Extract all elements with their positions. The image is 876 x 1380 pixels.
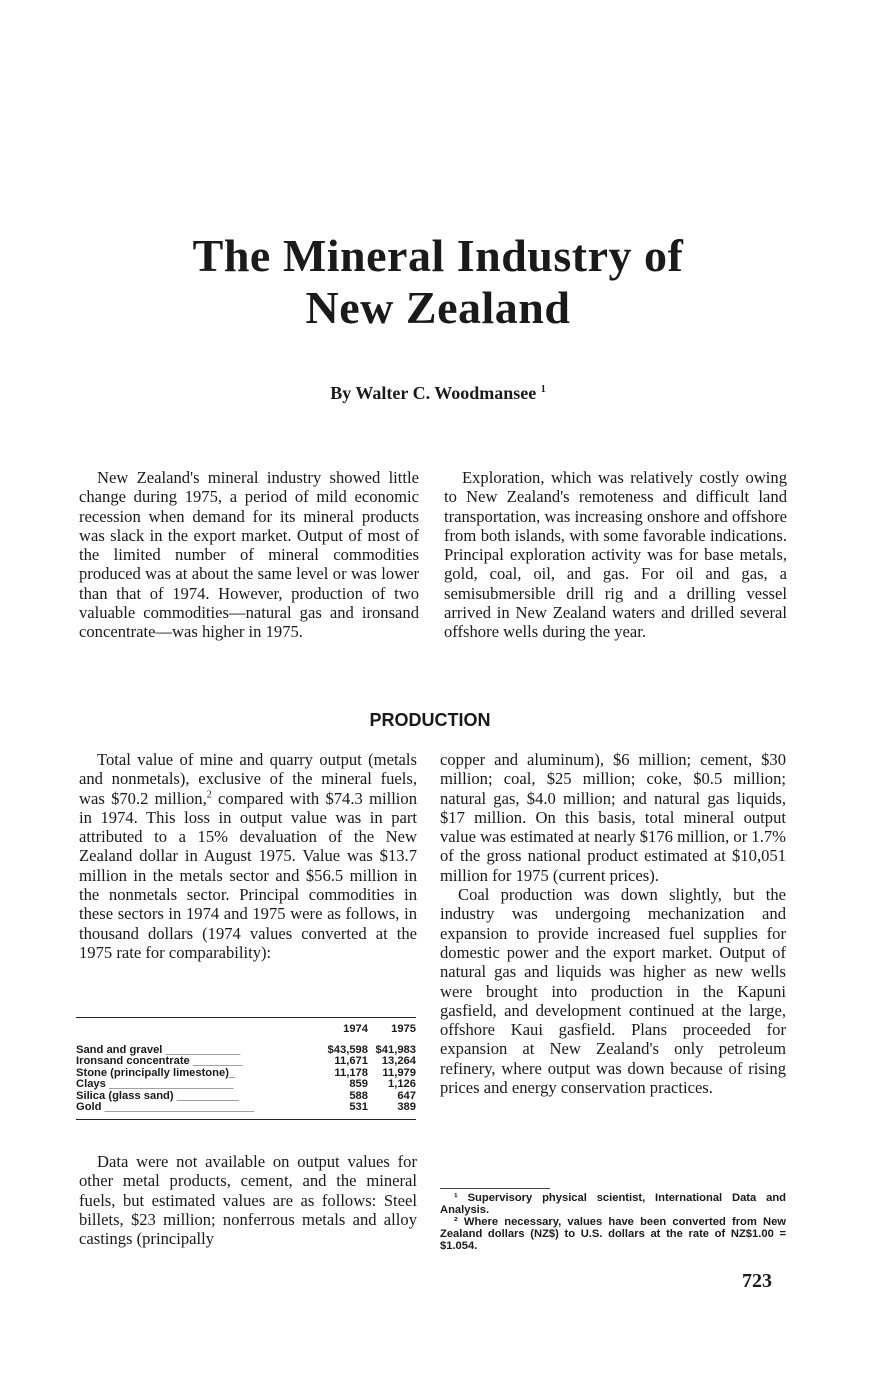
intro-right-column	[444, 468, 787, 642]
byline	[0, 383, 876, 404]
author-name: By Walter C. Woodmansee	[330, 383, 537, 403]
production-paragraph-1	[79, 750, 417, 962]
production-paragraph-2: Data were not available on output values for other metal products, cement, and the mineral fuels, but estimated values are as follows: Steel billets, $23 million; nonferrous metals and alloy castings (principally	[79, 1152, 417, 1249]
table-row-label: Stone (principally limestone)_	[76, 1067, 236, 1079]
table-cell-1974: 11,178	[334, 1066, 368, 1079]
table-header-row	[76, 1018, 416, 1045]
production-paragraph-2-continued: copper and aluminum), $6 million; cement, $30 million; coal, $25 million; coke, $0.5 million; natural gas, $4.0 million; and natural gas liquids, $17 million. On this basis, total mineral output value was estimated at nearly $176 million, or 1.7% of the gross national product estimated at $10,051 million for 1975 (current prices).	[440, 750, 786, 885]
intro-paragraph-left: New Zealand's mineral industry showed little change during 1975, a period of mild economic recession when demand for its mineral products was slack in the export market. Output of most of the limited number of mineral commodities produced was at about the same level or was lower than that of 1974. However, production of two valuable commodities—natural gas and ironsand concentrate—was higher in 1975.	[79, 468, 419, 642]
table-row-label: Ironsand concentrate ________	[76, 1056, 243, 1067]
table-row	[76, 1079, 416, 1091]
table-row-label: Sand and gravel ____________	[76, 1044, 241, 1056]
section-heading-production: PRODUCTION	[369, 710, 491, 730]
table-row-label: Gold ________________________	[76, 1102, 254, 1113]
production-left-column	[79, 750, 417, 962]
table-bottom-rule	[76, 1119, 416, 1120]
title-line-2: New Zealand	[305, 282, 571, 333]
production-paragraph-1-end: compared with $74.3 million in 1974. This loss in output value was in part attributed to a 15% devaluation of the New Zealand dollar in August 1975. Value was $13.7 million in the metals sector and $56.5 million in the nonmetals sector. Principal commodities in these sectors in 1974 and 1975 were as follows, in thousand dollars (1974 values converted at the 1975 rate for comparability):	[79, 788, 418, 962]
table-cell-1974: $43,598	[327, 1043, 368, 1056]
footnotes	[440, 1188, 786, 1252]
footnote-2: ² Where necessary, values have been converted from New Zealand dollars (NZ$) to U.S. dollars at the rate of NZ$1.00 = $1.054.	[440, 1216, 786, 1252]
table-header-1974: 1974	[343, 1023, 368, 1035]
table-cell-1975: 389	[397, 1101, 416, 1113]
table-row-label: Clays ____________________	[76, 1079, 234, 1090]
footnote-rule	[440, 1188, 550, 1189]
table-row	[76, 1056, 416, 1068]
commodity-value-table	[76, 1017, 416, 1120]
table-cell-1975: 13,264	[381, 1055, 416, 1067]
table-cell-1975: $41,983	[375, 1043, 416, 1056]
table-cell-1975: 11,979	[382, 1066, 416, 1079]
title-line-1: The Mineral Industry of	[192, 230, 684, 281]
production-paragraph-3: Coal production was down slightly, but the industry was undergoing mechanization and expansion to provide increased fuel supplies for domestic power and the export market. Output of natural gas and liquids was higher as new wells were brought into production in the Kapuni gasfield, and development continued at the large, offshore Kaui gasfield. Plans proceeded for expansion at New Zealand's only petroleum refinery, where output was down because of rising prices and energy conservation practices.	[440, 885, 786, 1098]
footnote-1: ¹ Supervisory physical scientist, International Data and Analysis.	[440, 1192, 786, 1216]
production-left-column-bottom	[79, 1152, 417, 1248]
table-cell-1974: 859	[349, 1078, 368, 1090]
table-cell-1974: 531	[349, 1101, 368, 1113]
table-cell-1975: 647	[397, 1089, 416, 1102]
intro-paragraph-right: Exploration, which was relatively costly owing to New Zealand's remoteness and difficult land transportation, was increasing onshore and offshore from both islands, with some favorable indications. Principal exploration activity was for base metals, gold, coal, oil, and gas. For oil and gas, a semisubmersible drill rig and a drilling vessel arrived in New Zealand waters and drilled several offshore wells during the year.	[444, 468, 787, 642]
footnote-mark-2: 2	[206, 789, 212, 801]
intro-left-column	[79, 468, 419, 642]
table-row	[76, 1102, 416, 1114]
table-row-label: Silica (glass sand) __________	[76, 1090, 239, 1102]
table-header-1975: 1975	[391, 1023, 416, 1035]
page-number: 723	[742, 1270, 772, 1292]
footnote-mark-1: 1	[540, 384, 546, 395]
table-cell-1974: 11,671	[334, 1055, 368, 1067]
production-right-column	[440, 750, 786, 1097]
table-header-label	[76, 1018, 308, 1045]
article-title	[0, 230, 876, 334]
production-paragraph-1-start: Total value of mine and quarry output (metals and nonmetals), exclusive of the mineral fuels, was $70.2 million,	[79, 750, 417, 808]
table-cell-1974: 588	[349, 1089, 368, 1102]
table-cell-1975: 1,126	[388, 1078, 416, 1090]
